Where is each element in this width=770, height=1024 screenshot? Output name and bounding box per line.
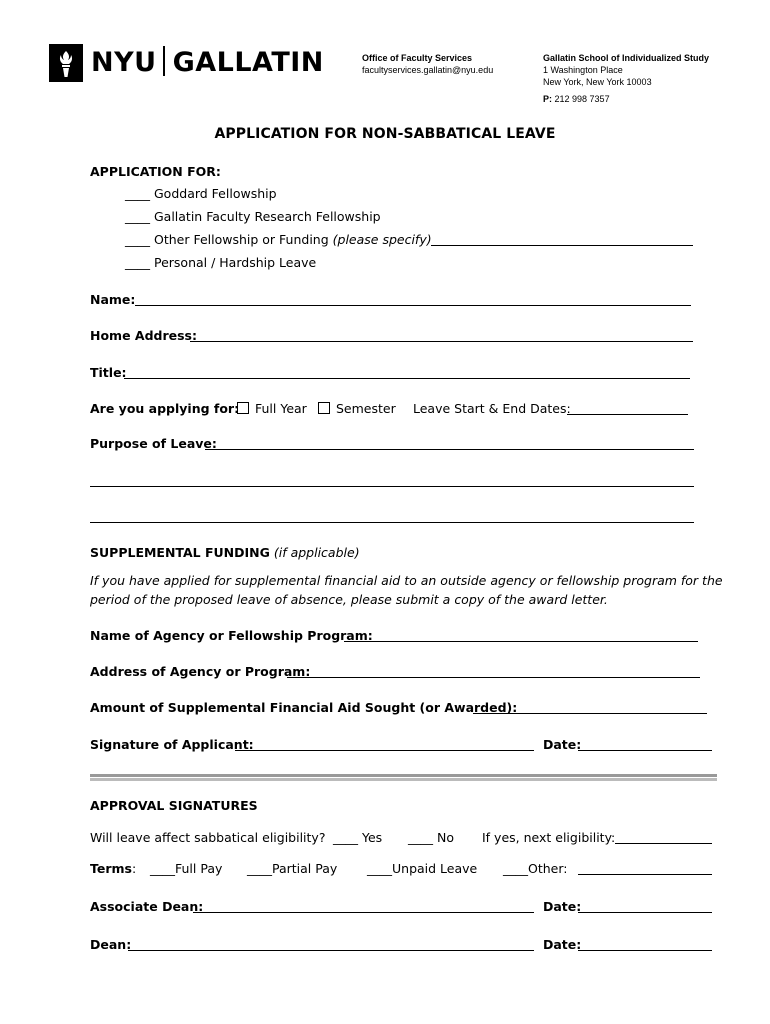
purpose-field-line-3[interactable] xyxy=(90,522,694,523)
purpose-field-line-1[interactable] xyxy=(205,449,694,450)
supplemental-heading-row xyxy=(90,545,360,560)
dean-label: Dean: xyxy=(90,937,132,952)
terms-other-field[interactable] xyxy=(578,874,712,875)
next-eligibility-field[interactable] xyxy=(615,843,712,844)
agency-name-field[interactable] xyxy=(344,641,698,642)
school-street: 1 Washington Place xyxy=(543,65,623,75)
semester-label: Semester xyxy=(336,401,396,416)
eligibility-no[interactable]: ____ No xyxy=(408,830,454,845)
specify-field[interactable] xyxy=(431,245,693,246)
brand-divider xyxy=(163,46,165,76)
option-label: Gallatin Faculty Research Fellowship xyxy=(153,209,381,224)
specify-note: (please specify) xyxy=(332,232,432,247)
signature-label: Signature of Applicant: xyxy=(90,737,254,752)
terms-other[interactable]: ____Other: xyxy=(503,861,568,876)
phone-number: 212 998 7357 xyxy=(554,94,610,104)
approval-heading: APPROVAL SIGNATURES xyxy=(90,798,258,813)
office-title: Office of Faculty Services xyxy=(362,53,473,63)
option-personal-hardship[interactable]: ____ Personal / Hardship Leave xyxy=(125,255,317,270)
name-label: Name: xyxy=(90,292,136,307)
office-email: facultyservices.gallatin@nyu.edu xyxy=(362,65,494,75)
signature-field[interactable] xyxy=(235,750,534,751)
agency-address-label: Address of Agency or Program: xyxy=(90,664,311,679)
name-field[interactable] xyxy=(135,305,691,306)
purpose-field-line-2[interactable] xyxy=(90,486,694,487)
dean-date-label: Date: xyxy=(543,937,582,952)
page-title: APPLICATION FOR NON-SABBATICAL LEAVE xyxy=(214,126,556,142)
associate-dean-field[interactable] xyxy=(193,912,534,913)
phone-label: P: xyxy=(543,94,552,104)
nyu-torch-logo xyxy=(49,44,83,82)
amount-field[interactable] xyxy=(473,713,707,714)
school-phone xyxy=(543,93,709,105)
no-label: No xyxy=(436,830,454,845)
section-divider xyxy=(90,774,717,777)
brand-nyu: NYU xyxy=(91,47,157,78)
terms-label: Terms: xyxy=(90,861,137,876)
agency-name-label: Name of Agency or Fellowship Program: xyxy=(90,628,373,643)
purpose-label: Purpose of Leave: xyxy=(90,436,217,451)
agency-address-field[interactable] xyxy=(287,677,700,678)
associate-dean-date-label: Date: xyxy=(543,899,582,914)
full-year-checkbox[interactable] xyxy=(237,402,249,414)
brand-gallatin: GALLATIN xyxy=(172,47,324,78)
option-label: Other Fellowship or Funding xyxy=(153,232,329,247)
applying-for-label: Are you applying for: xyxy=(90,401,240,416)
option-gallatin-research[interactable]: ____ Gallatin Faculty Research Fellowship xyxy=(125,209,381,224)
option-label: Personal / Hardship Leave xyxy=(153,255,317,270)
supplemental-heading: SUPPLEMENTAL FUNDING xyxy=(90,545,270,560)
school-contact xyxy=(543,52,709,105)
terms-partial-pay[interactable]: ____Partial Pay xyxy=(247,861,338,876)
signature-date-label: Date: xyxy=(543,737,582,752)
terms-unpaid-leave[interactable]: ____Unpaid Leave xyxy=(367,861,478,876)
section-divider-shadow xyxy=(90,778,717,781)
yes-label: Yes xyxy=(361,830,383,845)
leave-dates-field[interactable] xyxy=(567,414,688,415)
option-goddard[interactable]: ____ Goddard Fellowship xyxy=(125,186,277,201)
next-eligibility-label: If yes, next eligibility: xyxy=(482,830,616,845)
terms-full-pay[interactable]: ____Full Pay xyxy=(150,861,223,876)
eligibility-question: Will leave affect sabbatical eligibility? xyxy=(90,830,326,845)
semester-checkbox[interactable] xyxy=(318,402,330,414)
supplemental-note: (if applicable) xyxy=(273,545,360,560)
home-address-field[interactable] xyxy=(190,341,693,342)
leave-dates-label: Leave Start & End Dates: xyxy=(413,401,571,416)
title-label: Title: xyxy=(90,365,127,380)
school-name: Gallatin School of Individualized Study xyxy=(543,53,710,63)
school-city: New York, New York 10003 xyxy=(543,77,652,87)
associate-dean-date-field[interactable] xyxy=(578,912,712,913)
full-year-option[interactable] xyxy=(237,401,307,416)
signature-date-field[interactable] xyxy=(578,750,712,751)
title-field[interactable] xyxy=(124,378,690,379)
dean-date-field[interactable] xyxy=(578,950,712,951)
full-year-label: Full Year xyxy=(255,401,307,416)
office-contact xyxy=(362,52,493,76)
amount-label: Amount of Supplemental Financial Aid Sought (or Awarded): xyxy=(90,700,518,715)
application-for-heading: APPLICATION FOR: xyxy=(90,164,221,179)
option-other-funding[interactable]: ____ Other Fellowship or Funding (please specify) xyxy=(125,232,432,247)
dean-field[interactable] xyxy=(128,950,534,951)
semester-option[interactable] xyxy=(318,401,396,416)
brand-wordmark xyxy=(91,46,324,78)
home-address-label: Home Address: xyxy=(90,328,197,343)
applying-for-row xyxy=(90,401,239,416)
option-label: Goddard Fellowship xyxy=(153,186,277,201)
supplemental-paragraph: If you have applied for supplemental financial aid to an outside agency or fellowship program for the period of the proposed leave of absence, please submit a copy of the award letter. xyxy=(90,573,723,607)
eligibility-yes[interactable]: ____ Yes xyxy=(333,830,383,845)
associate-dean-label: Associate Dean: xyxy=(90,899,204,914)
